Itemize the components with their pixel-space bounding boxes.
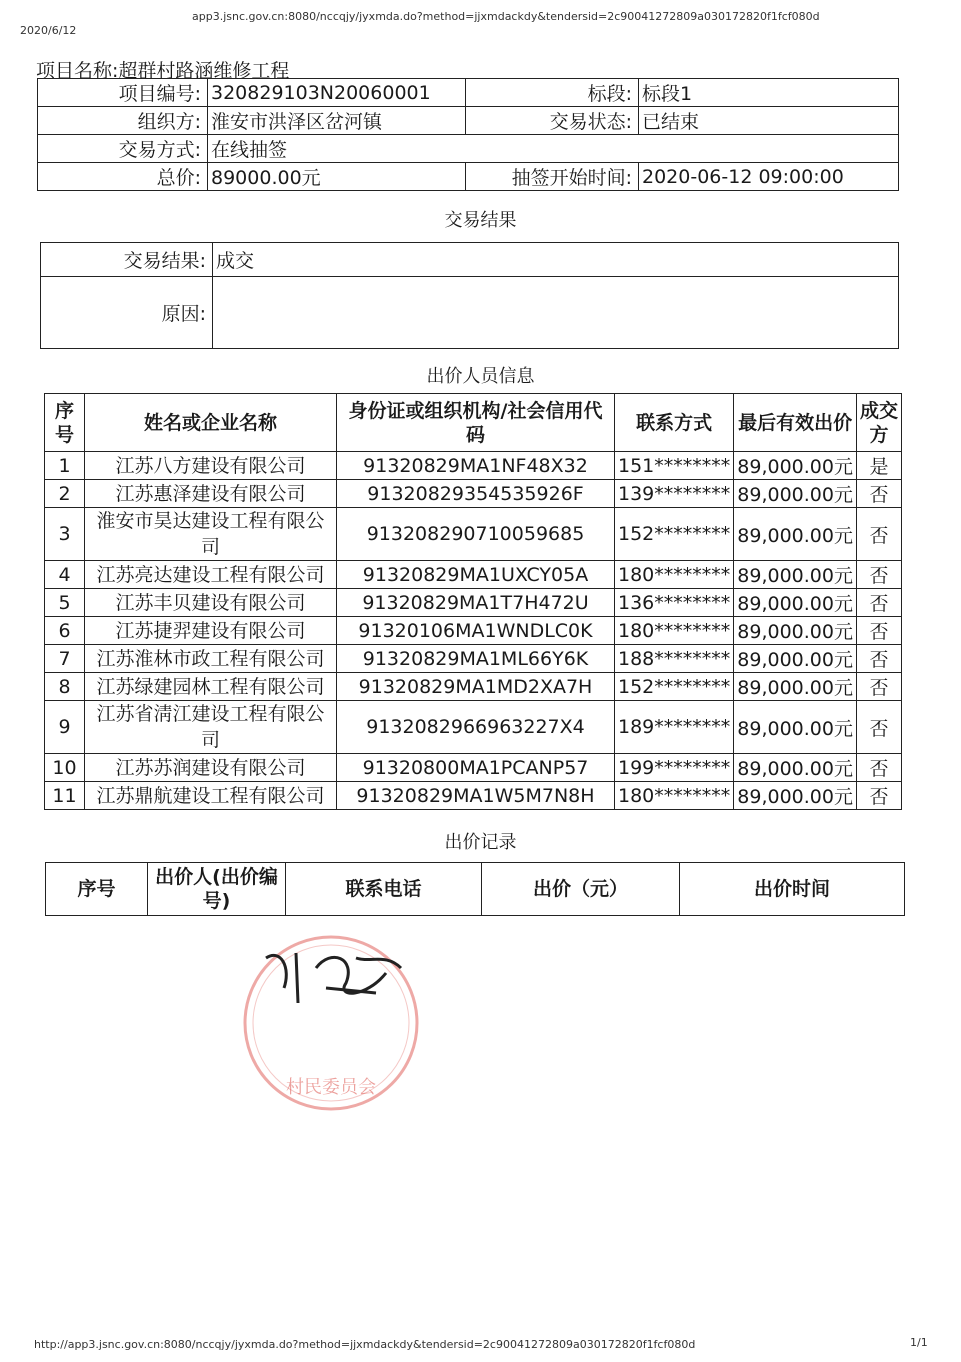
reason-value	[213, 277, 899, 349]
company-name: 江苏捷羿建设有限公司	[85, 617, 337, 645]
table-row	[45, 782, 902, 810]
project-name-label: 项目名称:	[36, 60, 119, 82]
credit-code: 91320829MA1W5M7N8H	[337, 782, 615, 810]
bidders-section-title: 出价人员信息	[426, 366, 535, 387]
result-value: 成交	[213, 243, 899, 277]
draw-time-value: 2020-06-12 09:00:00	[639, 163, 899, 191]
company-name: 江苏淮林市政工程有限公司	[85, 645, 337, 673]
credit-code: 913208290710059685	[337, 508, 615, 561]
col-winner-header: 成交方	[856, 394, 901, 452]
credit-code: 91320829MA1ML66Y6K	[337, 645, 615, 673]
table-row	[45, 617, 902, 645]
credit-code: 913208296696322​7X4	[337, 701, 615, 754]
contact-phone: 189********	[615, 701, 734, 754]
last-bid: 89,000.00元	[734, 645, 857, 673]
last-bid: 89,000.00元	[734, 561, 857, 589]
result-section-title: 交易结果	[444, 210, 517, 231]
last-bid: 89,000.00元	[734, 701, 857, 754]
row-index: 6	[45, 617, 85, 645]
company-name: 江苏绿建园林工程有限公司	[85, 673, 337, 701]
method-value: 在线抽签	[208, 135, 899, 163]
table-row	[45, 645, 902, 673]
winner-flag: 否	[856, 508, 901, 561]
company-name: 江苏鼎航建设工程有限公司	[85, 782, 337, 810]
last-bid: 89,000.00元	[734, 452, 857, 480]
price-label: 总价:	[38, 163, 208, 191]
bidders-table	[44, 393, 902, 810]
company-name: 江苏惠泽建设有限公司	[85, 480, 337, 508]
last-bid: 89,000.00元	[734, 673, 857, 701]
rec-time-header: 出价时间	[680, 863, 905, 916]
contact-phone: 180********	[615, 561, 734, 589]
print-url: app3.jsnc.gov.cn:8080/nccqjy/jyxmda.do?method=jjxmdackdy&tendersid=2c90041272809a030172820f1fcf080d	[192, 10, 820, 23]
contact-phone: 152********	[615, 673, 734, 701]
company-name: 淮安市昊达建设工程有限公司	[85, 508, 337, 561]
footer-page: 1/1	[910, 1336, 928, 1349]
credit-code: 913208293545359​26F	[337, 480, 615, 508]
winner-flag: 否	[856, 617, 901, 645]
contact-phone: 199********	[615, 754, 734, 782]
company-name: 江苏省淸江建设工程有限公司	[85, 701, 337, 754]
code-value: 320829103N20060001	[208, 79, 466, 107]
records-table	[45, 862, 905, 916]
table-row	[45, 561, 902, 589]
contact-phone: 152********	[615, 508, 734, 561]
col-name-header: 姓名或企业名称	[85, 394, 337, 452]
table-row	[45, 480, 902, 508]
company-name: 江苏丰贝建设有限公司	[85, 589, 337, 617]
table-row	[45, 452, 902, 480]
company-name: 江苏亮达建设工程有限公司	[85, 561, 337, 589]
winner-flag: 否	[856, 782, 901, 810]
contact-phone: 188********	[615, 645, 734, 673]
records-section-title: 出价记录	[444, 832, 517, 853]
credit-code: 91320800MA1PCANP57	[337, 754, 615, 782]
section-value: 标段1	[639, 79, 899, 107]
winner-flag: 否	[856, 589, 901, 617]
table-row	[45, 754, 902, 782]
contact-phone: 180********	[615, 617, 734, 645]
section-label: 标段:	[466, 79, 639, 107]
status-label: 交易状态:	[466, 107, 639, 135]
winner-flag: 否	[856, 480, 901, 508]
credit-code: 91320829MA1T7H472U	[337, 589, 615, 617]
print-date: 2020/6/12	[20, 24, 77, 37]
org-value: 淮安市洪泽区岔河镇	[208, 107, 466, 135]
org-label: 组织方:	[38, 107, 208, 135]
row-index: 9	[45, 701, 85, 754]
contact-phone: 139********	[615, 480, 734, 508]
winner-flag: 否	[856, 561, 901, 589]
price-value: 89000.00元	[208, 163, 466, 191]
table-row	[45, 508, 902, 561]
last-bid: 89,000.00元	[734, 480, 857, 508]
row-index: 4	[45, 561, 85, 589]
row-index: 2	[45, 480, 85, 508]
rec-bidder-header: 出价人(出价编号)	[148, 863, 286, 916]
records-header-row	[46, 863, 905, 916]
col-contact-header: 联系方式	[615, 394, 734, 452]
table-row	[45, 673, 902, 701]
rec-amount-header: 出价（元）	[482, 863, 680, 916]
reason-label: 原因:	[41, 277, 213, 349]
bidders-body	[45, 452, 902, 810]
row-index: 5	[45, 589, 85, 617]
credit-code: 91320106MA1WNDLC0K	[337, 617, 615, 645]
row-index: 11	[45, 782, 85, 810]
contact-phone: 151********	[615, 452, 734, 480]
rec-index-header: 序号	[46, 863, 148, 916]
last-bid: 89,000.00元	[734, 617, 857, 645]
status-value: 已结束	[639, 107, 899, 135]
row-index: 7	[45, 645, 85, 673]
seal-text: 村民委员会	[286, 1077, 376, 1098]
winner-flag: 否	[856, 754, 901, 782]
row-index: 10	[45, 754, 85, 782]
col-credit-code-header: 身份证或组织机构/社会信用代码	[337, 394, 615, 452]
last-bid: 89,000.00元	[734, 782, 857, 810]
credit-code: 91320829MA1MD2XA7H	[337, 673, 615, 701]
winner-flag: 否	[856, 645, 901, 673]
row-index: 1	[45, 452, 85, 480]
last-bid: 89,000.00元	[734, 508, 857, 561]
credit-code: 91320829MA1UXCY05A	[337, 561, 615, 589]
winner-flag: 是	[856, 452, 901, 480]
code-label: 项目编号:	[38, 79, 208, 107]
contact-phone: 180********	[615, 782, 734, 810]
credit-code: 91320829MA1NF48X32	[337, 452, 615, 480]
company-name: 江苏苏润建设有限公司	[85, 754, 337, 782]
result-table	[40, 242, 899, 349]
winner-flag: 否	[856, 673, 901, 701]
method-label: 交易方式:	[38, 135, 208, 163]
col-index-header: 序号	[45, 394, 85, 452]
official-seal	[236, 928, 426, 1118]
row-index: 8	[45, 673, 85, 701]
signature-mark	[266, 953, 401, 1003]
footer-url: http://app3.jsnc.gov.cn:8080/nccqjy/jyxmda.do?method=jjxmdackdy&tendersid=2c90041272809a030172820f1fcf080d	[34, 1338, 696, 1351]
last-bid: 89,000.00元	[734, 589, 857, 617]
rec-phone-header: 联系电话	[286, 863, 482, 916]
last-bid: 89,000.00元	[734, 754, 857, 782]
company-name: 江苏八方建设有限公司	[85, 452, 337, 480]
winner-flag: 否	[856, 701, 901, 754]
contact-phone: 136********	[615, 589, 734, 617]
result-label: 交易结果:	[41, 243, 213, 277]
table-row	[45, 589, 902, 617]
draw-time-label: 抽签开始时间:	[466, 163, 639, 191]
project-name: 超群村路涵维修工程	[118, 60, 290, 82]
table-row	[45, 701, 902, 754]
col-last-bid-header: 最后有效出价	[734, 394, 857, 452]
bidders-header-row	[45, 394, 902, 452]
row-index: 3	[45, 508, 85, 561]
project-info-table	[37, 78, 899, 191]
